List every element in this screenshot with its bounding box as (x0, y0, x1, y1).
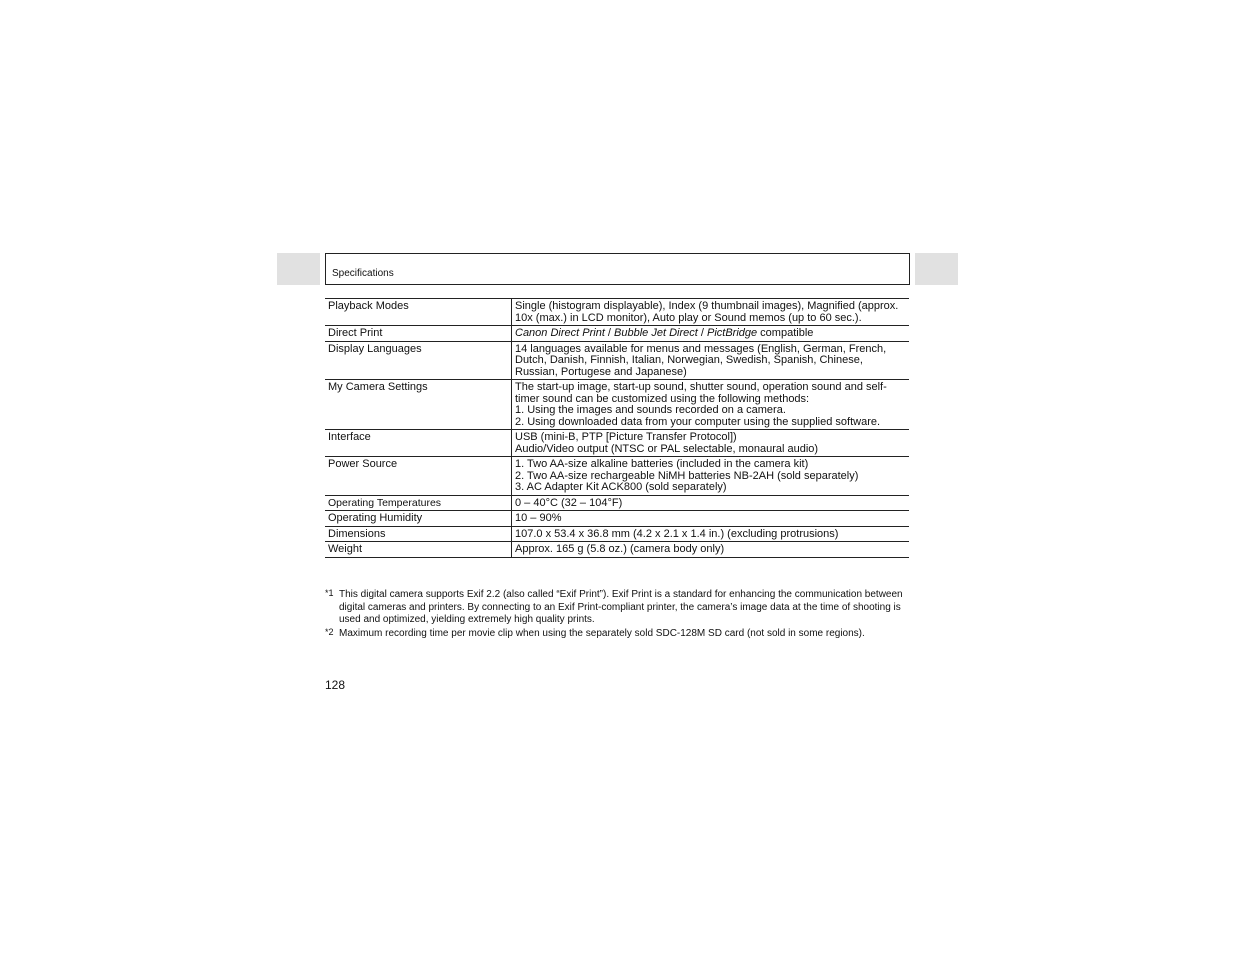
value-part: Canon Direct Print (515, 327, 605, 339)
page-number: 128 (325, 678, 346, 692)
spec-label: Dimensions (325, 526, 512, 542)
spec-label: Interface (325, 430, 512, 457)
spec-label: Operating Humidity (325, 511, 512, 527)
spec-label: Playback Modes (325, 299, 512, 326)
spec-value (512, 380, 910, 430)
table-row (325, 380, 909, 430)
value-line: Audio/Video output (NTSC or PAL selectable, monaural audio) (515, 442, 819, 455)
spec-label: Operating Temperatures (325, 495, 512, 511)
spec-value: 10 – 90% (512, 511, 910, 527)
spec-label: Direct Print (325, 326, 512, 342)
value-line: USB (mini-B, PTP [Picture Transfer Protocol]) (515, 431, 737, 443)
table-row (325, 430, 909, 457)
footnote-mark: *1 (325, 588, 334, 598)
left-page-tab (277, 253, 320, 285)
footnote-text: This digital camera supports Exif 2.2 (also called “Exif Print”). Exif Print is a standard for enhancing the communication between digital cameras and printers. By connecting to an Exif Print-compliant printer, the camera’s image data at the time of shooting is used and optimized, yielding extremely high quality prints. (339, 589, 903, 625)
table-row (325, 326, 909, 342)
value-part: Bubble Jet Direct (614, 327, 698, 339)
value-line: 2. Using downloaded data from your computer using the supplied software. (515, 415, 881, 428)
section-title: Specifications (332, 268, 394, 279)
specifications-table (325, 298, 909, 558)
table-row (325, 526, 909, 542)
footnote-mark: *2 (325, 626, 334, 637)
spec-value: 0 – 40°C (32 – 104°F) (512, 495, 910, 511)
spec-value (512, 430, 910, 457)
value-part: / (604, 327, 615, 339)
spec-label: Display Languages (325, 341, 512, 380)
table-row (325, 495, 909, 511)
table-row (325, 457, 909, 496)
value-line: The start-up image, start-up sound, shutter sound, operation sound and self-timer sound can be customized using the following methods: (515, 381, 887, 405)
spec-value: Single (histogram displayable), Index (9 thumbnail images), Magnified (approx. 10x (max.) in LCD monitor), Auto play or Sound memos (up to 60 sec.). (512, 299, 910, 326)
spec-value: Approx. 165 g (5.8 oz.) (camera body only) (512, 542, 910, 558)
table-row (325, 341, 909, 380)
spec-label: My Camera Settings (325, 380, 512, 430)
spec-value: 107.0 x 53.4 x 36.8 mm (4.2 x 2.1 x 1.4 in.) (excluding protrusions) (512, 526, 910, 542)
spec-value: 14 languages available for menus and messages (English, German, French, Dutch, Danish, Finnish, Italian, Norwegian, Swedish, Spanish, Chinese, Russian, Portugese and Japanese) (512, 341, 910, 380)
table-row (325, 542, 909, 558)
value-part: / (697, 327, 707, 339)
value-line: 3. AC Adapter Kit ACK800 (sold separately) (515, 481, 727, 493)
spec-label: Power Source (325, 457, 512, 496)
footnote (325, 589, 915, 627)
value-part: PictBridge (706, 327, 758, 339)
table-row (325, 511, 909, 527)
footnote-text: Maximum recording time per movie clip when using the separately sold SDC-128M SD card (not sold in some regions). (339, 627, 865, 639)
spec-value (512, 326, 910, 342)
value-line: 2. Two AA-size rechargeable NiMH batteries NB-2AH (sold separately) (515, 469, 859, 482)
section-header (325, 253, 910, 285)
right-page-tab (915, 253, 958, 285)
footnote (325, 628, 915, 641)
footnotes (325, 589, 915, 641)
table-row (325, 299, 909, 326)
value-line: 1. Two AA-size alkaline batteries (included in the camera kit) (515, 458, 809, 470)
spec-label: Weight (325, 542, 512, 558)
value-part: compatible (757, 327, 814, 339)
spec-value (512, 457, 910, 496)
value-line: 1. Using the images and sounds recorded on a camera. (515, 404, 786, 416)
